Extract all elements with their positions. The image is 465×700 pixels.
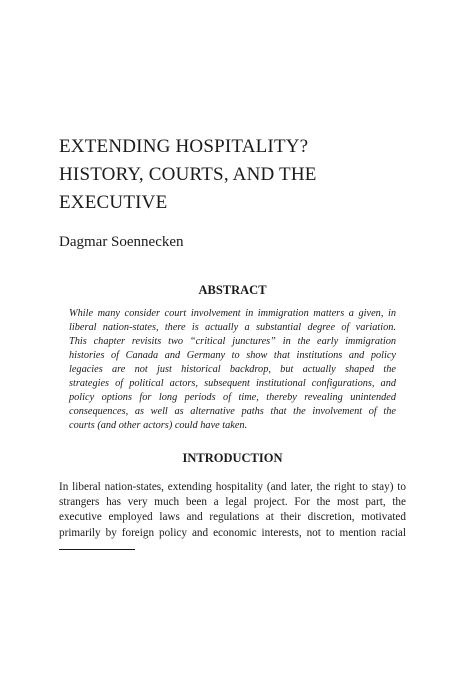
body-line: executive employed laws and regulations at their discretion, motivated xyxy=(59,511,406,524)
body-line: In liberal nation-states, extending hospitality (and later, the right to stay) to xyxy=(59,481,406,493)
author-name: Dagmar Soennecken xyxy=(59,234,184,250)
body-line: strangers has very much been a legal project. For the most part, the xyxy=(59,496,406,509)
chapter-title-line: HISTORY, COURTS, AND THE xyxy=(59,164,317,185)
chapter-title-line: EXTENDING HOSPITALITY? xyxy=(59,136,309,157)
body-line: primarily by foreign policy and economic interests, not to mention racial xyxy=(59,526,406,539)
introduction-heading: INTRODUCTION xyxy=(182,451,283,465)
abstract-line: strategies of political actors, subsequent institutional configurations, and xyxy=(69,378,396,389)
abstract-line: consequences, as well as alternative paths that the involvement of the xyxy=(69,406,396,417)
abstract-line: While many consider court involvement in immigration matters a given, in xyxy=(69,308,396,319)
abstract-line: This chapter revisits two “critical junctures” in the early immigration xyxy=(69,336,396,347)
chapter-title xyxy=(59,133,419,217)
abstract-line: histories of Canada and Germany to show that institutions and policy xyxy=(69,350,396,361)
abstract-line: legacies are not just historical backdrop, but actually shaped the xyxy=(69,364,396,375)
abstract-line: courts (and other actors) could have taken. xyxy=(69,420,248,431)
chapter-title-line: EXECUTIVE xyxy=(59,192,168,213)
abstract-heading: ABSTRACT xyxy=(198,283,267,297)
introduction-paragraph xyxy=(59,480,406,541)
abstract-line: policy options for long periods of time, thereby revealing unintended xyxy=(69,392,396,403)
footnote-separator xyxy=(59,549,135,550)
abstract-text xyxy=(69,307,396,433)
abstract-line: liberal nation-states, there is actually a substantial degree of variation. xyxy=(69,322,396,333)
